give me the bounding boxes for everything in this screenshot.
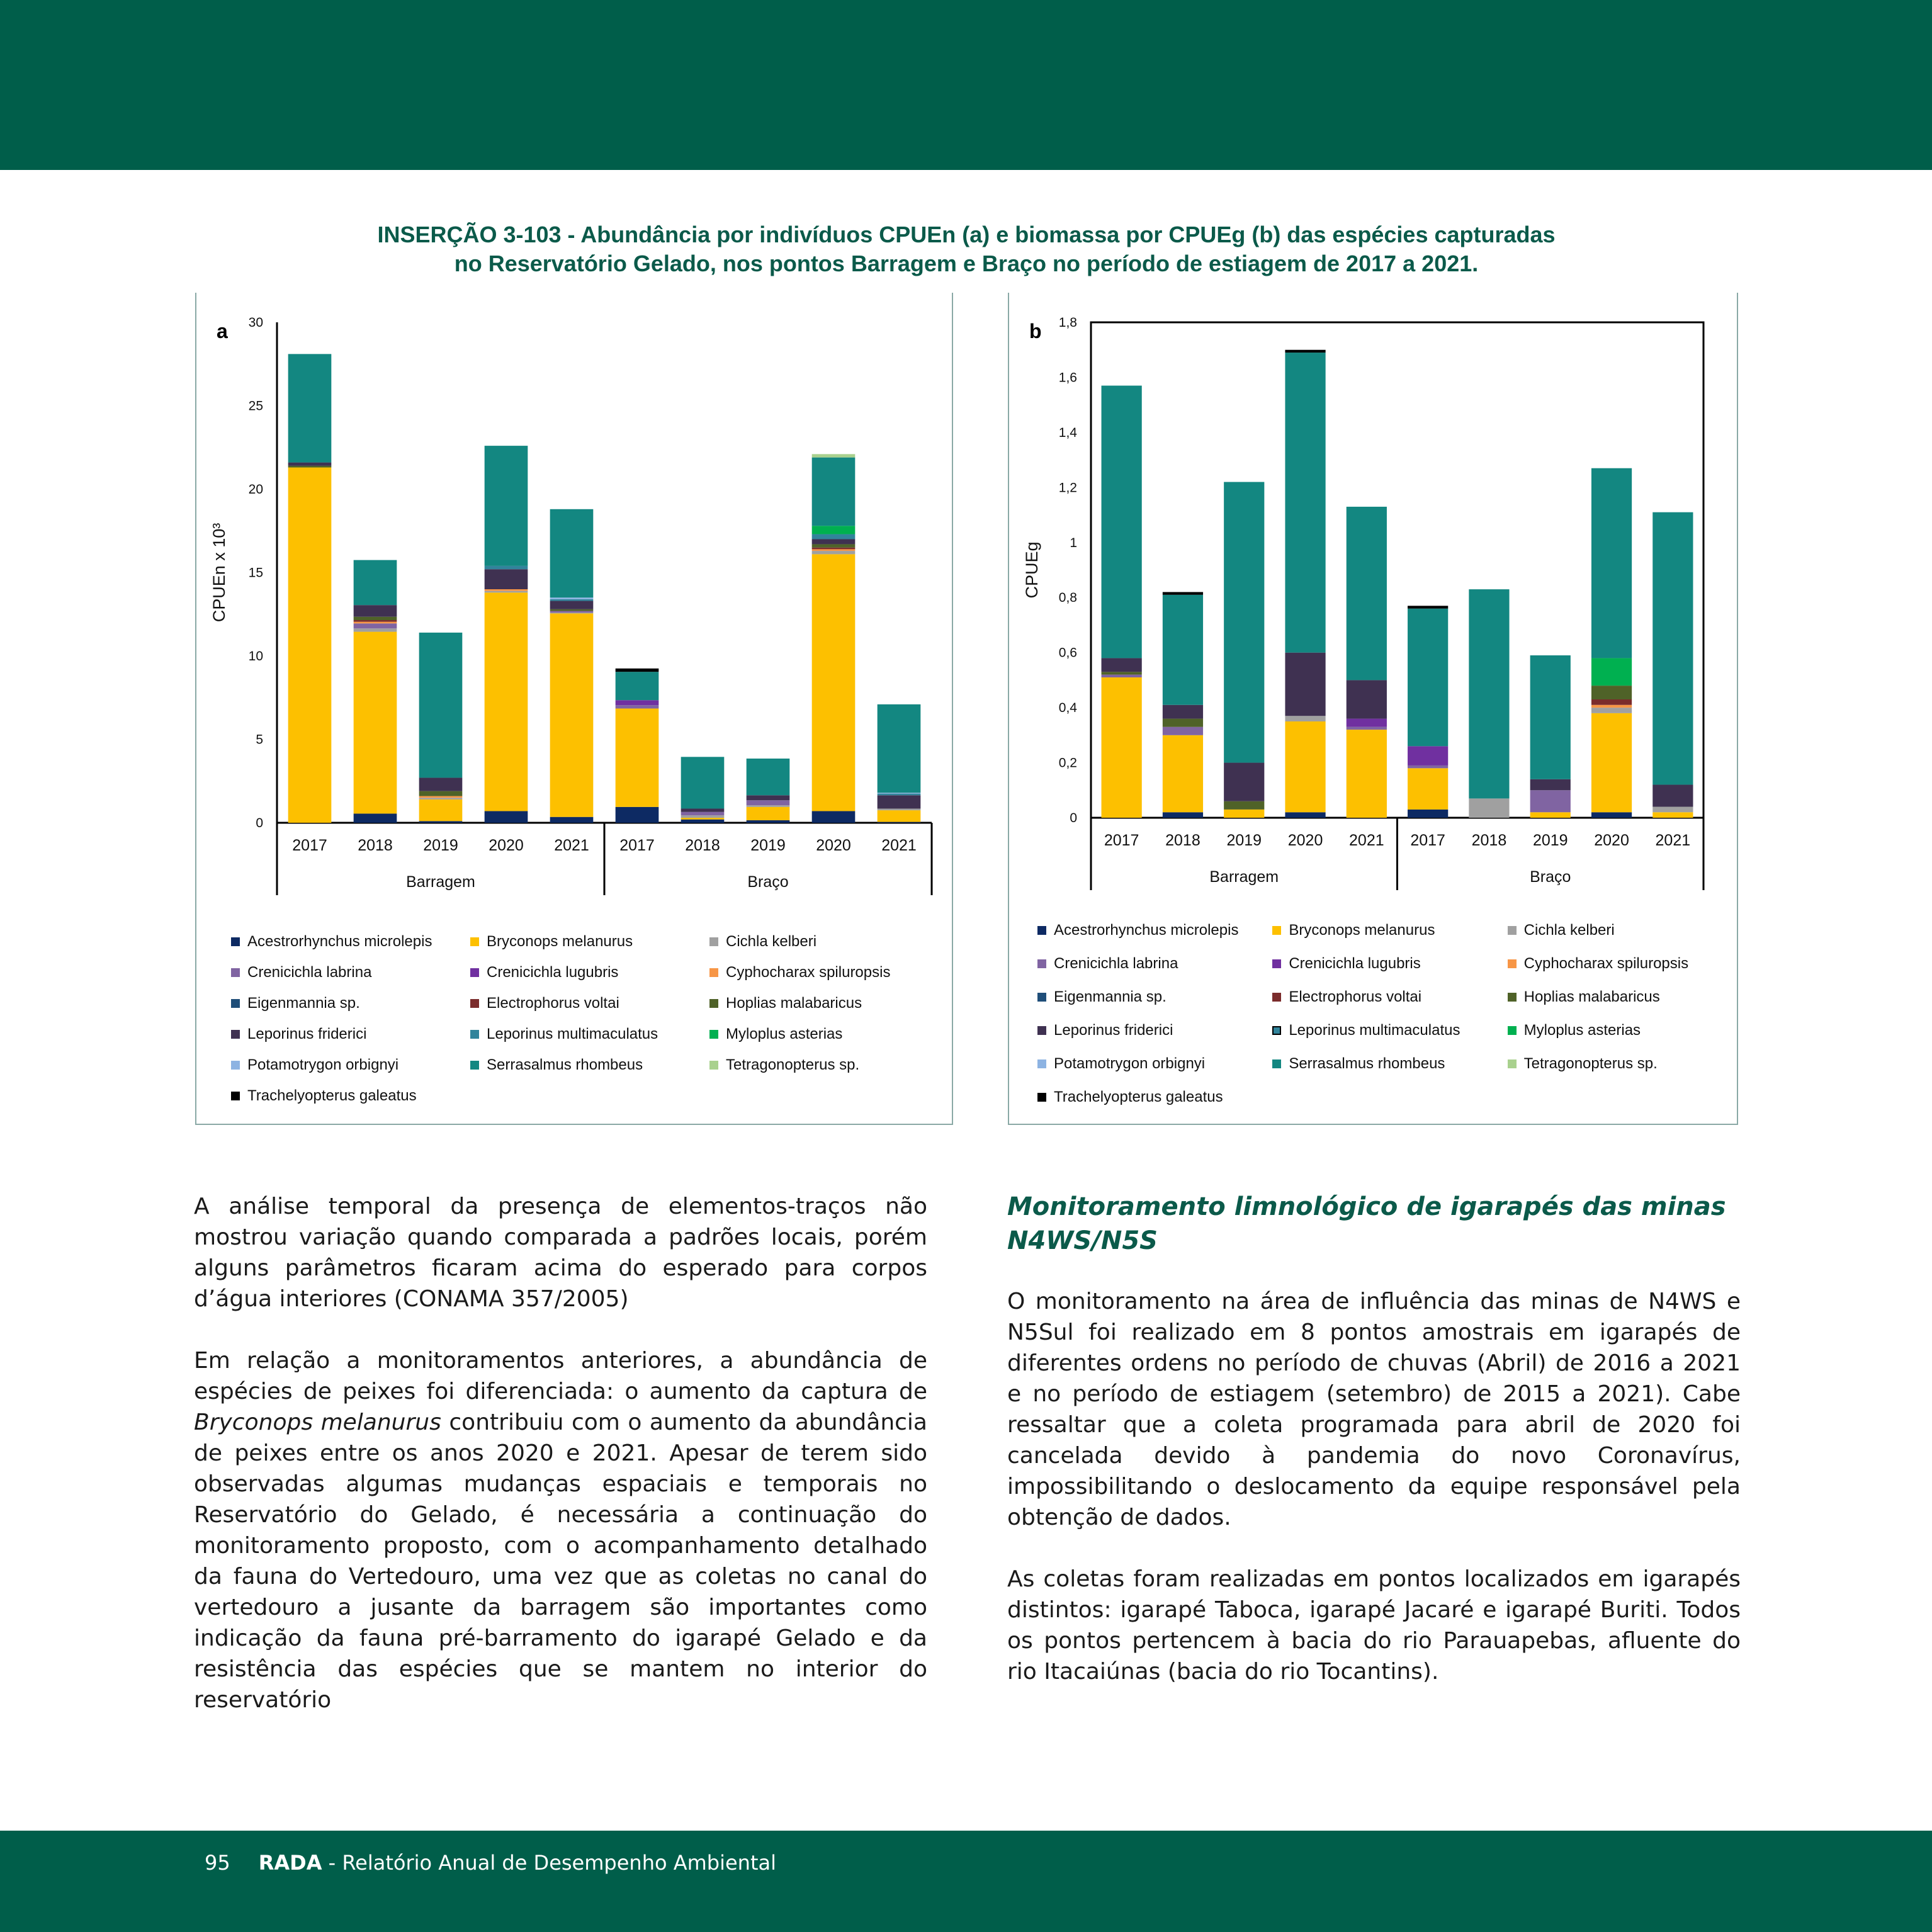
x-tick-label: 2021	[881, 837, 917, 854]
bar-segment	[288, 466, 332, 468]
bar-segment	[1102, 677, 1142, 818]
bar-segment	[1591, 699, 1632, 705]
bar-segment	[1224, 810, 1264, 818]
right-paragraph-2: As coletas foram realizadas em pontos localizados em igarapés distintos: igarapé Taboca, igarapé Jacaré e igarapé Buriti. Todos os pontos pertencem à bacia do rio Parauapebas, afluente do rio Itacaiúnas (bacia do rio Tocantins).	[1007, 1566, 1741, 1685]
bar-segment	[1285, 812, 1325, 818]
legend-label: Eigenmannia sp.	[1054, 988, 1167, 1005]
x-tick-label: 2019	[750, 837, 786, 854]
legend-swatch	[709, 999, 718, 1008]
caption-line-1: INSERÇÃO 3-103 - Abundância por indivíduos CPUEn (a) e biomassa por CPUEg (b) das espécies capturadas	[377, 222, 1556, 247]
bar-segment	[354, 813, 397, 823]
bar-segment	[1652, 785, 1693, 807]
x-tick-label: 2018	[1471, 832, 1507, 849]
bar-segment	[419, 791, 463, 796]
x-tick-label: 2017	[1410, 832, 1445, 849]
legend-label: Cyphocharax spiluropsis	[726, 963, 891, 981]
footer-subtitle: - Relatório Anual de Desempenho Ambiental	[322, 1851, 776, 1875]
bar-segment	[747, 820, 790, 823]
x-tick-label: 2019	[1532, 832, 1568, 849]
page-number: 95	[205, 1851, 230, 1875]
bar-segment	[1347, 727, 1387, 730]
legend-label: Tetragonopterus sp.	[1523, 1054, 1658, 1072]
figure-caption	[189, 220, 1744, 278]
bar-segment	[812, 811, 856, 823]
legend-swatch	[1272, 1026, 1281, 1035]
legend-swatch	[231, 1061, 240, 1070]
legend-entry	[470, 926, 703, 957]
legend-swatch	[470, 1030, 479, 1039]
bar-segment	[681, 820, 725, 823]
legend-entry	[1037, 1014, 1266, 1047]
legend-swatch	[231, 1092, 240, 1100]
bar-segment	[1530, 655, 1571, 779]
bar-segment	[550, 599, 594, 601]
bar-segment	[1591, 468, 1632, 658]
bar-segment	[354, 617, 397, 620]
x-tick-label: 2018	[1165, 832, 1200, 849]
chart-a-legend	[231, 926, 942, 1111]
left-paragraph-2-start: Em relação a monitoramentos anteriores, a abundância de espécies de peixes foi diferenciada: o aumento da captura de	[194, 1348, 927, 1404]
chart-panel-a	[195, 293, 953, 1125]
bar-segment	[812, 526, 856, 534]
bar-segment	[1530, 790, 1571, 812]
panel-letter: a	[217, 320, 228, 342]
bar-segment	[747, 795, 790, 800]
bar-segment	[354, 605, 397, 617]
x-tick-label: 2021	[554, 837, 589, 854]
legend-label: Tetragonopterus sp.	[726, 1056, 860, 1073]
legend-label: Leporinus friderici	[1054, 1021, 1173, 1039]
bar-segment	[1408, 746, 1448, 765]
bar-segment	[1163, 705, 1203, 719]
legend-entry	[709, 926, 942, 957]
legend-entry	[1037, 1047, 1266, 1080]
right-paragraph-1: O monitoramento na área de influência das minas de N4WS e N5Sul foi realizado em 8 pontos amostrais em igarapés de diferentes ordens no período de chuvas (Abril) de 2016 a 2021 e no período de estiagem (setembro) de 2015 a 2021). Cabe ressaltar que a coleta programada para abril de 2020 foi cancelada devido à pandemia do novo Coronavírus, impossibilitando o deslocamento da equipe responsável pela obtenção de dados.	[1007, 1289, 1741, 1530]
legend-label: Trachelyopterus galeatus	[1054, 1088, 1223, 1105]
legend-label: Potamotrygon orbignyi	[247, 1056, 399, 1073]
bar-segment	[812, 551, 856, 554]
bar-segment	[485, 569, 528, 589]
bar-segment	[1408, 810, 1448, 818]
bar-segment	[1347, 719, 1387, 727]
legend-swatch	[1272, 1059, 1281, 1068]
bar-segment	[550, 817, 594, 823]
legend-label: Leporinus multimaculatus	[487, 1025, 658, 1042]
legend-entry	[1508, 913, 1736, 947]
bar-segment	[747, 800, 790, 805]
bar-segment	[1163, 735, 1203, 812]
legend-label: Crenicichla lugubris	[1289, 954, 1421, 972]
x-tick-label: 2017	[1104, 832, 1139, 849]
bar-segment	[1591, 713, 1632, 812]
y-tick-label: 1,6	[1058, 370, 1077, 385]
y-tick-label: 1,2	[1058, 480, 1077, 495]
bar-segment	[1469, 589, 1509, 798]
bar-segment	[550, 611, 594, 613]
bar-segment	[812, 458, 856, 526]
bar-segment	[1102, 672, 1142, 674]
legend-swatch	[1508, 993, 1517, 1002]
y-tick-label: 0,4	[1058, 701, 1077, 716]
legend-entry	[1037, 913, 1266, 947]
bar-segment	[1224, 763, 1264, 801]
x-tick-label: 2019	[423, 837, 458, 854]
y-tick-label: 0	[1070, 811, 1077, 825]
y-tick-label: 30	[248, 315, 263, 330]
bar-segment	[1347, 730, 1387, 818]
bar-segment	[485, 591, 528, 593]
bar-segment	[1102, 658, 1142, 672]
bar-segment	[419, 798, 463, 799]
legend-entry	[1037, 980, 1266, 1014]
bar-segment	[419, 799, 463, 821]
bar-segment	[419, 796, 463, 798]
y-axis-label: CPUEn x 10³	[210, 523, 229, 623]
bar-segment	[419, 777, 463, 791]
bar-segment	[616, 672, 659, 700]
legend-swatch	[1037, 926, 1046, 935]
footer-band	[0, 1831, 1932, 1932]
legend-entry	[231, 1049, 464, 1080]
legend-label: Hoplias malabaricus	[1523, 988, 1660, 1005]
legend-entry	[709, 1049, 942, 1080]
caption-line-2: no Reservatório Gelado, nos pontos Barragem e Braço no período de estiagem de 2017 a 2021.	[454, 251, 1479, 276]
x-tick-label: 2020	[1594, 832, 1629, 849]
bar-segment	[354, 623, 397, 628]
legend-label: Crenicichla lugubris	[487, 963, 619, 981]
chart-panel-b	[1008, 293, 1738, 1125]
legend-label: Serrasalmus rhombeus	[487, 1056, 643, 1073]
bar-segment	[747, 759, 790, 795]
legend-swatch	[1272, 993, 1281, 1002]
bar-segment	[1102, 386, 1142, 658]
bar-segment	[812, 548, 856, 550]
y-tick-label: 0,2	[1058, 755, 1077, 771]
bar-segment	[419, 821, 463, 823]
legend-swatch	[1508, 1026, 1517, 1035]
y-tick-label: 0,6	[1058, 645, 1077, 660]
legend-swatch	[1037, 1059, 1046, 1068]
bar-segment	[1408, 609, 1448, 747]
chart-a-svg	[196, 293, 952, 922]
legend-entry	[1272, 1047, 1501, 1080]
group-label: Barragem	[1209, 868, 1279, 886]
legend-entry	[1272, 980, 1501, 1014]
bar-segment	[1530, 779, 1571, 790]
bar-segment	[616, 807, 659, 823]
legend-label: Cyphocharax spiluropsis	[1523, 954, 1689, 972]
y-tick-label: 10	[248, 649, 263, 664]
legend-label: Leporinus friderici	[247, 1025, 367, 1042]
legend-entry	[1037, 1080, 1266, 1114]
legend-entry	[1508, 947, 1736, 980]
bar-segment	[747, 807, 790, 820]
group-label: Braço	[747, 873, 789, 891]
top-banner	[0, 0, 1932, 170]
bar-segment	[354, 622, 397, 624]
bar-segment	[878, 822, 921, 823]
left-paragraph-2-end: contribuiu com o aumento da abundância de peixes entre os anos 2020 e 2021. Apesar de terem sido observadas algumas mudanças espaciais e temporais no Reservatório do Gelado, é necessária a continuação do monitoramento proposto, com o acompanhamento detalhado da fauna do Vertedouro, uma vez que as coletas no canal do vertedouro a jusante da barragem são importantes como indicação da fauna pré-barramento do igarapé Gelado e da resistência das espécies que se mantem no interior do reservatório	[194, 1409, 927, 1713]
y-tick-label: 25	[248, 398, 263, 414]
bar-segment	[1285, 653, 1325, 716]
bar-segment	[419, 633, 463, 778]
legend-entry	[1508, 1047, 1736, 1080]
bar-segment	[1408, 606, 1448, 608]
legend-swatch	[1508, 1059, 1517, 1068]
legend-label: Trachelyopterus galeatus	[247, 1087, 417, 1104]
legend-label: Potamotrygon orbignyi	[1054, 1054, 1206, 1072]
bar-segment	[1163, 592, 1203, 594]
bar-segment	[878, 808, 921, 810]
legend-entry	[709, 988, 942, 1019]
y-tick-label: 20	[248, 482, 263, 497]
bar-segment	[812, 534, 856, 539]
legend-label: Crenicichla labrina	[1054, 954, 1178, 972]
bar-segment	[1408, 768, 1448, 810]
bar-segment	[485, 566, 528, 569]
bar-segment	[1163, 812, 1203, 818]
group-label: Braço	[1530, 868, 1571, 886]
bar-segment	[616, 669, 659, 672]
legend-swatch	[231, 937, 240, 946]
legend-swatch	[709, 1061, 718, 1070]
legend-entry	[1508, 980, 1736, 1014]
bar-segment	[681, 808, 725, 811]
bar-segment	[1347, 507, 1387, 680]
bar-segment	[1285, 716, 1325, 721]
legend-label: Bryconops melanurus	[1289, 921, 1435, 939]
legend-swatch	[231, 1030, 240, 1039]
bar-segment	[288, 463, 332, 466]
legend-swatch	[1037, 993, 1046, 1002]
legend-swatch	[1272, 926, 1281, 935]
bar-segment	[1408, 765, 1448, 768]
right-column-text	[1007, 1286, 1741, 1687]
legend-swatch	[470, 937, 479, 946]
legend-swatch	[709, 968, 718, 977]
legend-swatch	[470, 968, 479, 977]
legend-entry	[231, 926, 464, 957]
y-tick-label: 0,8	[1058, 590, 1077, 606]
x-tick-label: 2017	[619, 837, 655, 854]
bar-segment	[1224, 482, 1264, 763]
chart-b-legend	[1037, 913, 1736, 1114]
legend-swatch	[709, 937, 718, 946]
legend-entry	[1272, 913, 1501, 947]
bar-segment	[550, 509, 594, 597]
section-heading: Monitoramento limnológico de igarapés das minas N4WS/N5S	[1007, 1192, 1726, 1255]
bar-segment	[1285, 350, 1325, 353]
bar-segment	[1163, 595, 1203, 705]
legend-swatch	[1272, 959, 1281, 968]
legend-entry	[1508, 1014, 1736, 1047]
legend-swatch	[1037, 959, 1046, 968]
legend-label: Acestrorhynchus microlepis	[247, 932, 432, 950]
bar-segment	[1652, 512, 1693, 785]
x-tick-label: 2020	[816, 837, 851, 854]
bar-segment	[878, 795, 921, 808]
bar-segment	[550, 609, 594, 611]
legend-swatch	[709, 1030, 718, 1039]
bar-segment	[812, 544, 856, 547]
bar-segment	[1163, 727, 1203, 735]
bar-segment	[354, 560, 397, 606]
x-tick-label: 2017	[292, 837, 327, 854]
legend-swatch	[1037, 1093, 1046, 1102]
legend-entry	[231, 1019, 464, 1049]
bar-segment	[878, 810, 921, 822]
legend-label: Crenicichla labrina	[247, 963, 372, 981]
x-tick-label: 2020	[489, 837, 524, 854]
bar-segment	[1591, 705, 1632, 708]
bar-segment	[550, 601, 594, 609]
y-tick-label: 1,4	[1058, 425, 1077, 440]
bar-segment	[354, 620, 397, 622]
bar-segment	[1347, 680, 1387, 718]
legend-label: Eigenmannia sp.	[247, 994, 360, 1012]
legend-label: Electrophorus voltai	[1289, 988, 1422, 1005]
panel-letter: b	[1029, 320, 1042, 342]
x-tick-label: 2019	[1226, 832, 1262, 849]
bar-segment	[812, 454, 856, 457]
x-tick-label: 2018	[358, 837, 393, 854]
legend-swatch	[231, 968, 240, 977]
bar-segment	[878, 704, 921, 793]
bar-segment	[485, 446, 528, 566]
y-axis-label: CPUEg	[1022, 541, 1041, 599]
bar-segment	[485, 592, 528, 811]
left-paragraph-1: A análise temporal da presença de elementos-traços não mostrou variação quando comparada a padrões locais, porém alguns parâmetros ficaram acima do esperado para corpos d’água interiores (CONAMA 357/2005)	[194, 1194, 927, 1312]
legend-entry	[231, 1080, 464, 1111]
legend-entry	[470, 1019, 703, 1049]
group-label: Barragem	[406, 873, 475, 891]
legend-label: Myloplus asterias	[1523, 1021, 1641, 1039]
bar-segment	[1591, 686, 1632, 699]
y-tick-label: 1,8	[1058, 315, 1077, 330]
bar-segment	[616, 700, 659, 705]
legend-label: Hoplias malabaricus	[726, 994, 862, 1012]
species-name-italic: Bryconops melanurus	[194, 1409, 441, 1435]
y-tick-label: 1	[1070, 535, 1077, 550]
bar-segment	[550, 597, 594, 599]
x-tick-label: 2021	[1349, 832, 1384, 849]
bar-segment	[288, 354, 332, 462]
legend-entry	[470, 988, 703, 1019]
bar-segment	[485, 589, 528, 591]
bar-segment	[681, 812, 725, 815]
legend-swatch	[1037, 1026, 1046, 1035]
bar-segment	[1530, 812, 1571, 818]
bar-segment	[550, 613, 594, 816]
legend-swatch	[1508, 959, 1517, 968]
legend-entry	[470, 957, 703, 988]
legend-label: Cichla kelberi	[1523, 921, 1615, 939]
legend-entry	[231, 957, 464, 988]
bar-segment	[812, 549, 856, 551]
legend-label: Leporinus multimaculatus	[1289, 1021, 1460, 1039]
legend-label: Acestrorhynchus microlepis	[1054, 921, 1239, 939]
bar-segment	[616, 705, 659, 708]
footer-brand: RADA	[258, 1851, 322, 1875]
bar-segment	[681, 815, 725, 818]
legend-entry	[231, 988, 464, 1019]
bar-segment	[812, 539, 856, 545]
bar-segment	[1163, 719, 1203, 727]
bar-segment	[1285, 353, 1325, 653]
legend-entry	[1272, 1014, 1501, 1047]
bar-segment	[1285, 721, 1325, 812]
bar-segment	[1591, 708, 1632, 713]
legend-swatch	[1508, 926, 1517, 935]
bar-segment	[1224, 801, 1264, 810]
bar-segment	[747, 805, 790, 807]
bar-segment	[681, 757, 725, 808]
legend-entry	[1272, 947, 1501, 980]
bar-segment	[485, 811, 528, 823]
chart-b-svg	[1009, 293, 1737, 910]
bar-segment	[616, 708, 659, 806]
legend-entry	[709, 1019, 942, 1049]
legend-swatch	[231, 999, 240, 1008]
bar-segment	[354, 632, 397, 814]
x-tick-label: 2018	[685, 837, 720, 854]
bar-segment	[1469, 798, 1509, 818]
footer	[205, 1851, 776, 1875]
y-tick-label: 0	[256, 816, 263, 830]
bar-segment	[1591, 658, 1632, 686]
legend-label: Myloplus asterias	[726, 1025, 843, 1042]
left-column-text	[194, 1191, 927, 1715]
legend-label: Electrophorus voltai	[487, 994, 619, 1012]
bar-segment	[812, 554, 856, 811]
bar-segment	[681, 818, 725, 820]
bar-segment	[1102, 675, 1142, 677]
legend-entry	[1037, 947, 1266, 980]
x-tick-label: 2021	[1655, 832, 1691, 849]
legend-entry	[470, 1049, 703, 1080]
legend-label: Serrasalmus rhombeus	[1289, 1054, 1445, 1072]
legend-swatch	[470, 1061, 479, 1070]
y-tick-label: 15	[248, 565, 263, 580]
legend-entry	[709, 957, 942, 988]
bar-segment	[354, 628, 397, 631]
legend-label: Cichla kelberi	[726, 932, 817, 950]
legend-swatch	[470, 999, 479, 1008]
bar-segment	[1591, 812, 1632, 818]
bar-segment	[288, 468, 332, 823]
bar-segment	[1652, 812, 1693, 818]
legend-label: Bryconops melanurus	[487, 932, 633, 950]
y-tick-label: 5	[256, 732, 263, 747]
x-tick-label: 2020	[1287, 832, 1323, 849]
bar-segment	[1652, 807, 1693, 813]
bar-segment	[878, 794, 921, 796]
left-paragraph-2	[194, 1345, 927, 1715]
